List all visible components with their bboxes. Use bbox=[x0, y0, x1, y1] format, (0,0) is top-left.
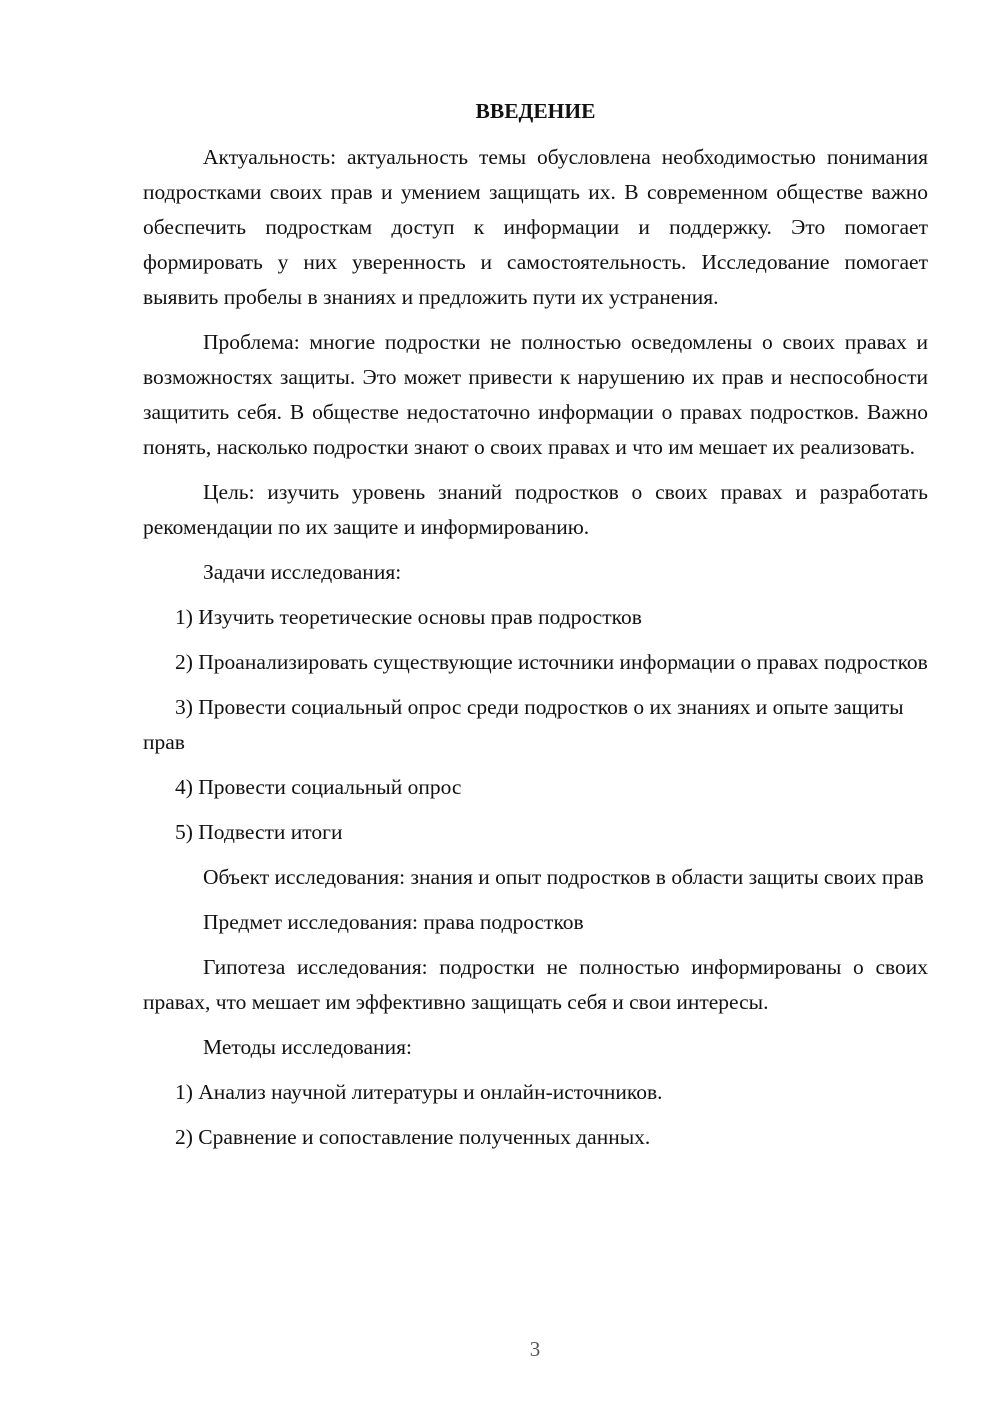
paragraph-relevance: Актуальность: актуальность темы обусловлена необходимостью понимания подростками своих прав и умением защищать их. В современном обществе важно обеспечить подросткам доступ к информации и поддержку. Это помогает формировать у них уверенность и самостоятельность. Исследование помогает выявить пробелы в знаниях и предложить пути их устранения. bbox=[143, 145, 928, 309]
paragraph-methods-heading: Методы исследования: bbox=[203, 1035, 412, 1059]
paragraph-problem: Проблема: многие подростки не полностью осведомлены о своих правах и возможностях защиты. Это может привести к нарушению их прав и неспособности защитить себя. В обществе недостаточно информации о правах подростков. Важно понять, насколько подростки знают о своих правах и что им мешает их реализовать. bbox=[143, 330, 928, 459]
list-item-task-3: 3) Провести социальный опрос среди подростков о их знаниях и опыте защиты прав bbox=[143, 695, 904, 754]
list-item-task-5: 5) Подвести итоги bbox=[175, 820, 343, 844]
paragraph-subject: Предмет исследования: права подростков bbox=[203, 910, 584, 934]
list-item-task-2: 2) Проанализировать существующие источники информации о правах подростков bbox=[175, 650, 928, 674]
list-item-task-1: 1) Изучить теоретические основы прав подростков bbox=[175, 605, 642, 629]
paragraph-object: Объект исследования: знания и опыт подростков в области защиты своих прав bbox=[203, 865, 924, 889]
paragraph-tasks-heading: Задачи исследования: bbox=[203, 560, 402, 584]
list-item-task-4: 4) Провести социальный опрос bbox=[175, 775, 462, 799]
list-item-method-1: 1) Анализ научной литературы и онлайн-источников. bbox=[175, 1080, 663, 1104]
list-item-method-2: 2) Сравнение и сопоставление полученных данных. bbox=[175, 1125, 651, 1149]
section-title: ВВЕДЕНИЕ bbox=[475, 99, 596, 123]
paragraph-goal: Цель: изучить уровень знаний подростков о своих правах и разработать рекомендации по их защите и информированию. bbox=[143, 480, 928, 539]
paragraph-hypothesis: Гипотеза исследования: подростки не полностью информированы о своих правах, что мешает им эффективно защищать себя и свои интересы. bbox=[143, 955, 928, 1014]
page-number: 3 bbox=[529, 1337, 541, 1361]
